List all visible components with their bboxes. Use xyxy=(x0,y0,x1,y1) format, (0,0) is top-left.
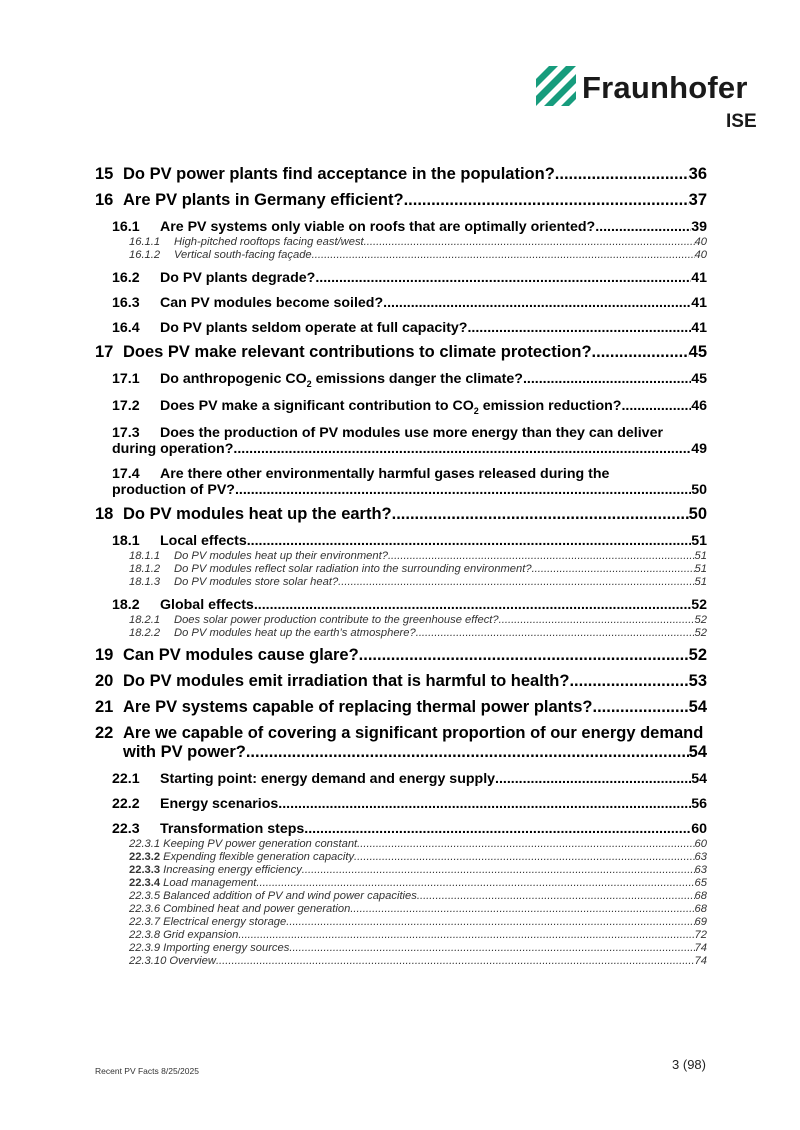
toc-leader-dots xyxy=(350,903,694,915)
toc-entry-number: 16.1 xyxy=(112,219,140,235)
footer-page-number: 3 (98) xyxy=(672,1057,706,1072)
toc-entry-page: 41 xyxy=(691,320,707,336)
toc-entry-title-part: Does PV make a significant contribution to CO xyxy=(160,397,474,414)
toc-entry-number: 22.3.7 xyxy=(129,915,161,928)
toc-entry-title: Are PV plants in Germany efficient? xyxy=(123,191,404,209)
toc-leader-dots xyxy=(383,295,691,311)
toc-leader-dots xyxy=(235,482,691,498)
toc-entry-page: 52 xyxy=(688,645,707,664)
toc-leader-dots xyxy=(417,890,695,902)
toc-entry-page: 54 xyxy=(688,742,707,761)
toc-entry-page: 51 xyxy=(694,549,707,562)
toc-leader-dots xyxy=(523,371,691,387)
toc-entry[interactable] xyxy=(95,890,707,902)
toc-leader-dots xyxy=(595,219,691,235)
toc-entry-number: 18.1.3 xyxy=(129,575,161,588)
toc-entry[interactable] xyxy=(95,563,707,575)
toc-entry[interactable] xyxy=(95,821,707,837)
toc-entry-title xyxy=(160,398,621,416)
toc-entry-page: 40 xyxy=(694,236,707,248)
toc-entry-number: 16.1.1 xyxy=(129,236,161,248)
toc-entry-title: Does PV make relevant contributions to climate protection? xyxy=(123,343,592,361)
toc-entry-page: 51 xyxy=(694,575,707,588)
toc-entry-number: 22.3.1 xyxy=(129,837,161,850)
toc-entry-page: 72 xyxy=(694,928,707,941)
toc-entry-number: 22.3.8 xyxy=(129,928,161,941)
toc-leader-dots xyxy=(256,877,694,889)
toc-leader-dots xyxy=(392,505,689,524)
toc-leader-dots xyxy=(246,743,689,762)
toc-entry-page: 65 xyxy=(694,876,707,889)
toc-entry-page: 39 xyxy=(691,219,707,235)
toc-leader-dots xyxy=(304,821,691,837)
toc-entry-title-line1: Are there other environmentally harmful gases released during the xyxy=(160,465,610,482)
toc-entry-title: Grid expansion xyxy=(163,928,239,941)
toc-entry-title-line2: with PV power? xyxy=(123,742,246,761)
toc-entry-page: 50 xyxy=(691,481,707,498)
toc-entry-title: Local effects xyxy=(160,532,247,549)
toc-entry-title: Are PV systems capable of replacing thermal power plants? xyxy=(123,697,593,716)
toc-leader-dots xyxy=(278,796,691,812)
toc-entry-page: 54 xyxy=(688,697,707,716)
toc-entry[interactable] xyxy=(95,249,707,261)
toc-entry-title: Expending flexible generation capacity xyxy=(163,850,355,863)
toc-leader-dots xyxy=(467,320,691,336)
toc-entry-page: 45 xyxy=(688,343,707,361)
toc-entry[interactable] xyxy=(95,851,707,863)
toc-entry-title: Do PV power plants find acceptance in the population? xyxy=(123,165,555,183)
toc-leader-dots xyxy=(233,441,691,457)
toc-entry-number: 17.4 xyxy=(112,465,140,482)
toc-entry-page: 54 xyxy=(691,770,707,787)
fraunhofer-logo xyxy=(536,66,766,136)
toc-entry-title: Do PV modules emit irradiation that is harmful to health? xyxy=(123,671,570,690)
toc-entry-number: 17 xyxy=(95,343,114,361)
toc-entry[interactable] xyxy=(95,425,707,457)
toc-entry-title: Can PV modules become soiled? xyxy=(160,295,384,311)
toc-entry-number: 22.3.2 xyxy=(129,850,161,863)
toc-entry-number: 17.3 xyxy=(112,424,140,441)
toc-entry-title: Increasing energy efficiency xyxy=(163,863,302,876)
toc-entry-title: Are PV systems only viable on roofs that are optimally oriented? xyxy=(160,219,596,235)
toc-entry[interactable] xyxy=(95,838,707,850)
toc-entry-number: 21 xyxy=(95,697,114,716)
toc-entry-title: Combined heat and power generation xyxy=(163,902,351,915)
toc-entry[interactable] xyxy=(95,505,707,524)
toc-entry-number: 18.2 xyxy=(112,596,140,613)
toc-entry[interactable] xyxy=(95,929,707,941)
toc-entry-number: 18.1.2 xyxy=(129,562,161,575)
footer-document-title: Recent PV Facts 8/25/2025 xyxy=(95,1066,199,1076)
toc-entry-number: 16 xyxy=(95,191,114,209)
toc-entry-number: 22.3 xyxy=(112,820,140,837)
toc-entry-title: Do PV plants seldom operate at full capacity? xyxy=(160,320,468,336)
toc-entry-number: 20 xyxy=(95,671,114,690)
toc-entry[interactable] xyxy=(95,371,707,389)
toc-entry[interactable] xyxy=(95,533,707,549)
toc-leader-dots xyxy=(364,236,695,248)
toc-entry-title-line2: during operation? xyxy=(112,440,234,457)
toc-entry[interactable] xyxy=(95,955,707,967)
toc-entry[interactable] xyxy=(95,466,707,498)
toc-entry-title: Do PV modules heat up the earth? xyxy=(123,504,392,523)
toc-entry-page: 37 xyxy=(688,191,707,209)
toc-entry-title-part: emissions danger the climate? xyxy=(311,371,523,387)
toc-leader-dots xyxy=(495,771,691,787)
fraunhofer-logo-icon xyxy=(536,66,576,106)
toc-entry[interactable] xyxy=(95,864,707,876)
toc-entry-page: 41 xyxy=(691,270,707,286)
toc-entry-page: 68 xyxy=(694,889,707,902)
toc-entry[interactable] xyxy=(95,771,707,787)
toc-entry[interactable] xyxy=(95,724,707,762)
toc-entry[interactable] xyxy=(95,916,707,928)
toc-entry-page: 60 xyxy=(694,837,707,850)
toc-leader-dots xyxy=(315,270,691,286)
toc-entry-number: 22.3.10 xyxy=(129,954,167,967)
toc-leader-dots xyxy=(532,563,695,575)
toc-entry-title-subscript: 2 xyxy=(473,405,479,416)
toc-leader-dots xyxy=(499,614,695,626)
toc-entry[interactable] xyxy=(95,646,707,665)
toc-entry[interactable] xyxy=(95,698,707,717)
toc-entry-number: 22.3.5 xyxy=(129,889,161,902)
toc-entry[interactable] xyxy=(95,320,707,336)
toc-leader-dots xyxy=(354,851,695,863)
toc-entry-title: Global effects xyxy=(160,596,254,613)
toc-entry-title: Balanced addition of PV and wind power capacities xyxy=(163,889,417,902)
toc-entry-page: 46 xyxy=(691,397,707,414)
toc-entry-number: 22.3.4 xyxy=(129,876,161,889)
toc-entry[interactable] xyxy=(95,295,707,311)
toc-entry-title: Energy scenarios xyxy=(160,795,279,812)
toc-entry-title: Do PV modules heat up the earth’s atmosphere? xyxy=(174,626,416,639)
toc-entry-number: 17.1 xyxy=(112,371,140,387)
toc-entry-title: Overview xyxy=(169,954,216,967)
toc-entry-title: Do PV modules reflect solar radiation into the surrounding environment? xyxy=(174,562,532,575)
toc-entry-title: Electrical energy storage xyxy=(163,915,287,928)
toc-entry[interactable] xyxy=(95,576,707,588)
toc-entry-page: 40 xyxy=(694,249,707,261)
toc-entry-title: Vertical south-facing façade xyxy=(174,249,312,261)
toc-entry-number: 22.1 xyxy=(112,770,140,787)
toc-leader-dots xyxy=(416,627,695,639)
toc-entry-title-line1: Does the production of PV modules use more energy than they can deliver xyxy=(160,424,663,441)
toc-leader-dots xyxy=(357,838,694,850)
toc-entry-title: Do PV plants degrade? xyxy=(160,270,316,286)
toc-entry-page: 51 xyxy=(694,562,707,575)
toc-leader-dots xyxy=(312,249,695,261)
toc-leader-dots xyxy=(621,398,691,414)
toc-entry-page: 36 xyxy=(688,165,707,183)
toc-entry-title: Can PV modules cause glare? xyxy=(123,645,359,664)
toc-entry-page: 53 xyxy=(688,671,707,690)
toc-entry-number: 16.4 xyxy=(112,320,140,336)
toc-entry-page: 51 xyxy=(691,532,707,549)
toc-entry[interactable] xyxy=(95,191,707,210)
toc-entry[interactable] xyxy=(95,903,707,915)
toc-entry-page: 74 xyxy=(694,954,707,967)
toc-entry[interactable] xyxy=(95,877,707,889)
toc-leader-dots xyxy=(216,955,695,967)
toc-entry-title: Do PV modules store solar heat? xyxy=(174,575,339,588)
toc-entry-title-part: Do anthropogenic CO xyxy=(160,371,307,387)
toc-entry[interactable] xyxy=(95,796,707,812)
toc-entry-page: 63 xyxy=(694,863,707,876)
toc-entry[interactable] xyxy=(95,550,707,562)
toc-entry-page: 68 xyxy=(694,902,707,915)
toc-entry[interactable] xyxy=(95,165,707,184)
toc-leader-dots xyxy=(247,533,691,549)
toc-leader-dots xyxy=(593,698,689,717)
toc-leader-dots xyxy=(254,597,691,613)
toc-leader-dots xyxy=(238,929,694,941)
toc-leader-dots xyxy=(388,550,695,562)
toc-entry-title: High-pitched rooftops facing east/west xyxy=(174,236,364,248)
toc-entry-page: 49 xyxy=(691,440,707,457)
toc-entry-number: 18.2.2 xyxy=(129,626,161,639)
toc-entry-number: 22.3.6 xyxy=(129,902,161,915)
toc-entry-title: Do PV modules heat up their environment? xyxy=(174,549,388,562)
toc-entry-page: 74 xyxy=(694,941,707,954)
toc-entry[interactable] xyxy=(95,219,707,235)
toc-entry-number: 15 xyxy=(95,165,114,183)
toc-entry-title: Importing energy sources xyxy=(163,941,290,954)
toc-entry-number: 16.2 xyxy=(112,270,140,286)
toc-entry-page: 52 xyxy=(691,596,707,613)
toc-entry[interactable] xyxy=(95,672,707,691)
toc-entry-title-line1: Are we capable of covering a significant proportion of our energy demand xyxy=(123,723,704,742)
toc-leader-dots xyxy=(359,646,689,665)
toc-entry[interactable] xyxy=(95,270,707,286)
toc-entry-number: 17.2 xyxy=(112,397,140,414)
toc-entry-title-part: emission reduction? xyxy=(478,397,622,414)
toc-leader-dots xyxy=(286,916,694,928)
toc-entry-page: 52 xyxy=(694,626,707,639)
toc-entry-number: 18.1.1 xyxy=(129,549,161,562)
toc-entry-page: 41 xyxy=(691,295,707,311)
toc-leader-dots xyxy=(592,343,689,362)
toc-entry-number: 22.2 xyxy=(112,795,140,812)
toc-entry[interactable] xyxy=(95,398,707,416)
toc-entry-title: Starting point: energy demand and energy supply xyxy=(160,770,496,787)
toc-entry-page: 52 xyxy=(694,613,707,626)
toc-entry-title-line2: production of PV? xyxy=(112,481,235,498)
toc-entry-number: 22.3.3 xyxy=(129,863,161,876)
toc-entry-page: 56 xyxy=(691,795,707,812)
toc-entry-page: 50 xyxy=(688,504,707,523)
toc-entry-title: Load management xyxy=(163,876,257,889)
toc-leader-dots xyxy=(404,191,689,210)
toc-entry-number: 22 xyxy=(95,723,114,742)
logo-sub-text: ISE xyxy=(726,111,757,132)
toc-entry[interactable] xyxy=(95,236,707,248)
toc-entry-title: Does solar power production contribute to the greenhouse effect? xyxy=(174,613,499,626)
toc-entry-number: 18.2.1 xyxy=(129,613,161,626)
toc-entry-page: 60 xyxy=(691,820,707,837)
toc-entry-title: Transformation steps xyxy=(160,820,305,837)
toc-leader-dots xyxy=(338,576,694,588)
toc-entry-title-subscript: 2 xyxy=(306,378,312,389)
toc-entry-number: 18.1 xyxy=(112,532,140,549)
logo-brand-text: Fraunhofer xyxy=(582,70,748,105)
toc-entry[interactable] xyxy=(95,614,707,626)
toc-leader-dots xyxy=(555,165,689,184)
toc-entry-number: 16.1.2 xyxy=(129,249,161,261)
toc-entry-number: 18 xyxy=(95,504,114,523)
toc-leader-dots xyxy=(569,672,688,691)
toc-entry-number: 19 xyxy=(95,645,114,664)
toc-entry-page: 69 xyxy=(694,915,707,928)
toc-leader-dots xyxy=(289,942,694,954)
toc-leader-dots xyxy=(302,864,695,876)
toc-entry-page: 63 xyxy=(694,850,707,863)
toc-entry-title: Keeping PV power generation constant xyxy=(163,837,358,850)
toc-entry[interactable] xyxy=(95,597,707,613)
toc-entry[interactable] xyxy=(95,942,707,954)
toc-entry-title xyxy=(160,371,523,389)
table-of-contents xyxy=(95,158,707,967)
toc-entry-page: 45 xyxy=(691,371,707,387)
toc-entry-number: 22.3.9 xyxy=(129,941,161,954)
toc-entry[interactable] xyxy=(95,343,707,362)
toc-entry[interactable] xyxy=(95,627,707,639)
toc-entry-number: 16.3 xyxy=(112,295,140,311)
